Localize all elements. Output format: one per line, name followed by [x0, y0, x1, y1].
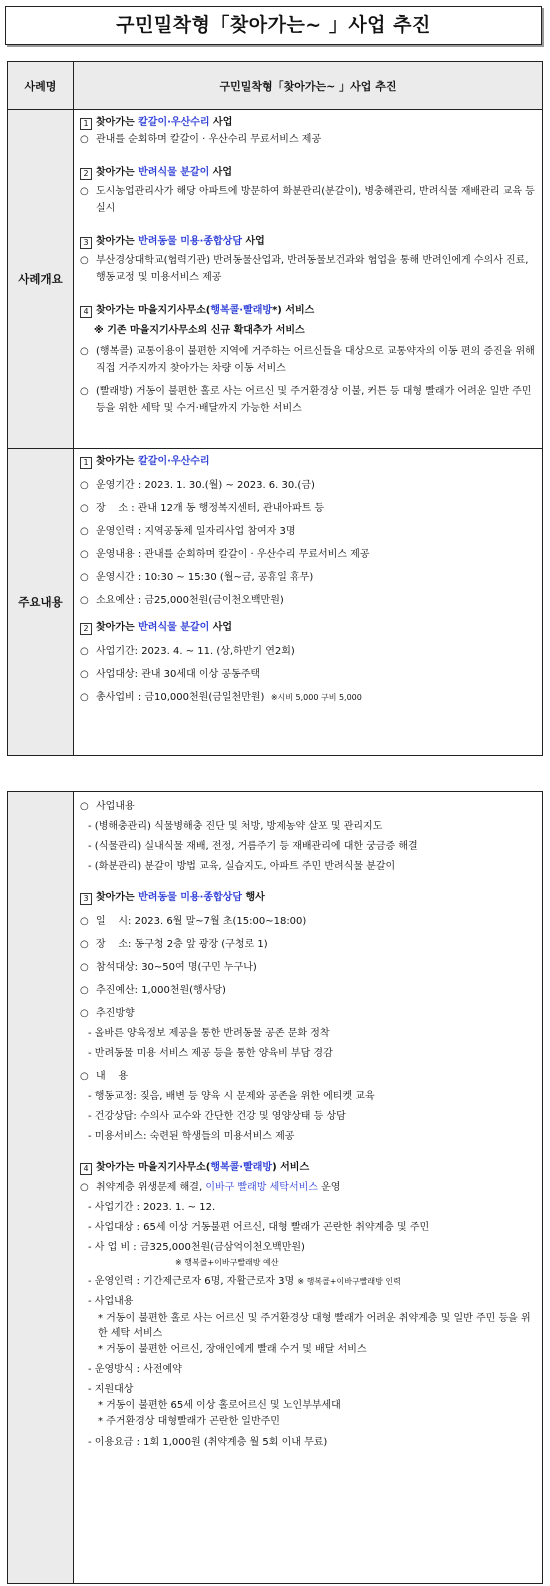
- direction-item: - 반려동물 미용 서비스 제공 등을 통한 양육비 부담 경감: [88, 1048, 333, 1059]
- main-s1-item: 운영내용 : 관내를 순회하며 칼갈이 · 우산수리 무료서비스 제공: [96, 549, 370, 560]
- s3-item: 일 시: 2023. 6월 말~7월 초(15:00~18:00): [96, 916, 307, 927]
- main-section-2-heading: 2 찾아가는 반려식물 분갈이 사업: [80, 621, 536, 635]
- s4-staff: - 운영인력 : 기간제근로자 6명, 자활근로자 3명 ※ 행복콜+이바구빨래방 인력: [88, 1276, 401, 1287]
- overview-section-2-heading: 2 찾아가는 반려식물 분갈이 사업: [80, 166, 536, 180]
- s4-biz-heading: - 사업내용: [88, 1296, 134, 1307]
- content-item: - 미용서비스: 숙련된 학생들의 미용서비스 제공: [88, 1131, 295, 1142]
- main-content-label: 주요내용: [8, 449, 74, 756]
- s4-support-heading: - 지원대상: [88, 1384, 134, 1395]
- overview-section-1-heading: 1 찾아가는 칼갈이·우산수리 사업: [80, 116, 536, 130]
- s4-budget-note: ※ 행복콜+이바구빨래방 예산: [175, 1258, 279, 1267]
- main-s1-item: 장 소 : 관내 12개 동 행정복지센터, 관내아파트 등: [96, 503, 325, 514]
- s4-line-1: 취약계층 위생문제 해결, 이바구 빨래방 세탁서비스 운영: [96, 1182, 341, 1193]
- s4-target: - 사업대상 : 65세 이상 거동불편 어르신, 대형 빨래가 곤란한 취약계층 및 주민: [88, 1222, 430, 1233]
- s3-item: 참석대상: 30~50여 명(구민 누구나): [96, 962, 257, 973]
- s3-item: 장 소: 동구청 2층 앞 광장 (구청로 1): [96, 939, 268, 950]
- content-heading: 내 용: [96, 1071, 129, 1082]
- overview-s3-line: 부산경상대학교(협력기관) 반려동물산업과, 반려동물보건과와 협업을 통해 반려인에게 수의사 진료, 행동교정 및 미용서비스 제공: [96, 255, 529, 283]
- section-3-heading: 3 찾아가는 반려동물 미용·종합상담 행사: [80, 891, 536, 905]
- overview-s4-note: ※ 기존 마을지기사무소의 신규 확대추가 서비스: [94, 325, 305, 336]
- s4-method: - 운영방식 : 사전예약: [88, 1364, 182, 1375]
- main-s2-item: 사업기간: 2023. 4. ~ 11. (상,하반기 연2회): [96, 646, 295, 657]
- s4-support-note: * 주거환경상 대형빨래가 곤란한 일반주민: [98, 1416, 280, 1427]
- main-s1-item: 운영기간 : 2023. 1. 30.(월) ~ 2023. 6. 30.(금): [96, 480, 315, 491]
- overview-label: 사례개요: [8, 110, 74, 449]
- overview-cell: 1 찾아가는 칼갈이·우산수리 사업 ○ 관내를 순회하며 칼갈이 · 우산수리 무료서비스 제공 2 찾아가는 반려식물 분갈이 사업 ○ 도시농업관리사가 해당 아파트에 방문하여 화분관리(분갈이), 병충해관리, 반려식물 재배관리 교육 등 실시 3 찾아가는 반려동물 미용·종합상담 사업 ○ 부산경상대학교(협력기관) 반려동물산업과, 반려동물보건과와 협업을 통해 반려인에게 수의사 진료, 행동교정 및 미용서비스 제공 4 찾아가는 마을지기사무소(행복콜·빨래방*) 서비스 ※ 기존 마을지기사무소의 신규 확대추가 서비스 ○ (행복콜) 교통이용이 불편한 지역에 거주하는 어르신들을 대상으로 교통약자의 이동 편의 증진을 위해 직접 거주지까지 찾아가는 차량 이동 서비스 ○ (빨래방) 거동이 불편한 홀로 사는 어르신 및 주거환경상 이불, 커튼 등 대형 빨래가 어려운 일반 주민 등을 위한 세탁 및 수거·배달까지 가능한 서비스: [74, 110, 543, 449]
- direction-item: - 올바른 양육정보 제공을 통한 반려동물 공존 문화 정착: [88, 1028, 330, 1039]
- direction-heading: 추진방향: [96, 1008, 135, 1019]
- content-item: - 건강상담: 수의사 교수와 간단한 건강 및 영양상태 등 상담: [88, 1111, 346, 1122]
- s4-staff-note: ※ 행복콜+이바구빨래방 인력: [297, 1277, 401, 1286]
- page-title: 구민밀착형「찾아가는~ 」사업 추진: [116, 14, 431, 36]
- page-title-box: [5, 6, 542, 45]
- s4-period: - 사업기간 : 2023. 1. ~ 12.: [88, 1202, 216, 1213]
- biz-item: - (화분관리) 분갈이 방법 교육, 실습지도, 아파트 주민 반려식물 분갈이: [88, 861, 396, 872]
- main-content-cell: 1 찾아가는 칼갈이·우산수리 ○ 운영기간 : 2023. 1. 30.(월) ~ 2023. 6. 30.(금) ○ 장 소 : 관내 12개 동 행정복지센터, 관내아파트 등 ○ 운영인력 : 지역공동체 일자리사업 참여자 3명 ○ 운영내용 : 관내를 순회하며 칼갈이 · 우산수리 무료서비스 제공 ○ 운영시간 : 10:30 ~ 15:30 (월~금, 공휴일 휴무) ○ 소요예산 : 금25,000천원(금이천오백만원) 2 찾아가는 반려식물 분갈이 사업 ○ 사업기간: 2023. 4. ~ 11. (상,하반기 연2회) ○ 사업대상: 관내 30세대 이상 공동주택 ○ 총사업비 : 금10,000천원(금일천만원) ※시비 5,000 구비 5,000: [74, 449, 543, 756]
- overview-section-3-heading: 3 찾아가는 반려동물 미용·종합상담 사업: [80, 235, 536, 249]
- s4-biz-note: * 거동이 불편한 어르신, 장애인에게 빨래 수거 및 배달 서비스: [98, 1344, 367, 1355]
- biz-content-heading: 사업내용: [96, 801, 135, 812]
- continuation-label: [8, 792, 74, 1584]
- continuation-table: [7, 791, 543, 1584]
- main-s2-item: 사업대상: 관내 30세대 이상 공동주택: [96, 669, 261, 680]
- overview-s1-line: 관내를 순회하며 칼갈이 · 우산수리 무료서비스 제공: [96, 134, 322, 145]
- section-4-heading: 4 찾아가는 마을지기사무소(행복콜·빨래방) 서비스: [80, 1161, 536, 1175]
- s3-item: 추진예산: 1,000천원(행사당): [96, 985, 226, 996]
- overview-s4-line-2: (빨래방) 거동이 불편한 홀로 사는 어르신 및 주거환경상 이불, 커튼 등 대형 빨래가 어려운 일반 주민 등을 위한 세탁 및 수거·배달까지 가능한 서비스: [96, 386, 532, 414]
- biz-item: - (식물관리) 실내식물 재배, 전정, 거름주기 등 재배관리에 대한 궁금증 해결: [88, 841, 418, 852]
- s4-biz-note: * 거동이 불편한 홀로 사는 어르신 및 주거환경상 대형 빨래가 어려운 취약계층 및 일반 주민 등을 위한 세탁 서비스: [98, 1313, 531, 1339]
- overview-s4-line-1: (행복콜) 교통이용이 불편한 지역에 거주하는 어르신들을 대상으로 교통약자의 이동 편의 증진을 위해 직접 거주지까지 찾아가는 차량 이동 서비스: [96, 346, 535, 374]
- biz-item: - (병해충관리) 식물병해충 진단 및 처방, 방제농약 살포 및 관리지도: [88, 821, 383, 832]
- overview-section-4-heading: 4 찾아가는 마을지기사무소(행복콜·빨래방*) 서비스: [80, 304, 536, 318]
- overview-s2-line: 도시농업관리사가 해당 아파트에 방문하여 화분관리(분갈이), 병충해관리, 반려식물 재배관리 교육 등 실시: [96, 186, 535, 214]
- s4-budget: - 사 업 비 : 금325,000천원(금삼억이천오백만원): [88, 1242, 305, 1253]
- continuation-cell: ○ 사업내용 - (병해충관리) 식물병해충 진단 및 처방, 방제농약 살포 및 관리지도 - (식물관리) 실내식물 재배, 전정, 거름주기 등 재배관리에 대한 궁금증 해결 - (화분관리) 분갈이 방법 교육, 실습지도, 아파트 주민 반려식물 분갈이 3 찾아가는 반려동물 미용·종합상담 행사 ○ 일 시: 2023. 6월 말~7월 초(15:00~18:00) ○ 장 소: 동구청 2층 앞 광장 (구청로 1) ○ 참석대상: 30~50여 명(구민 누구나) ○ 추진예산: 1,000천원(행사당) ○ 추진방향 - 올바른 양육정보 제공을 통한 반려동물 공존 문화 정착 - 반려동물 미용 서비스 제공 등을 통한 양육비 부담 경감 ○ 내 용 - 행동교정: 짖음, 배변 등 양육 시 문제와 공존을 위한 에티켓 교육 - 건강상담: 수의사 교수와 간단한 건강 및 영양상태 등 상담 - 미용서비스: 숙련된 학생들의 미용서비스 제공 4 찾아가는 마을지기사무소(행복콜·빨래방) 서비스 ○ 취약계층 위생문제 해결, 이바구 빨래방 세탁서비스 운영 - 사업기간 : 2023. 1. ~ 12. - 사업대상 : 65세 이상 거동불편 어르신, 대형 빨래가 곤란한 취약계층 및 주민 - 사 업 비 : 금325,000천원(금삼억이천오백만원) ※ 행복콜+이바구빨래방 예산 - 운영인력 : 기간제근로자 6명, 자활근로자 3명 ※ 행복콜+이바구빨래방 인력 - 사업내용 * 거동이 불편한 홀로 사는 어르신 및 주거환경상 대형 빨래가 어려운 취약계층 및 일반 주민 등을 위한 세탁 서비스 * 거동이 불편한 어르신, 장애인에게 빨래 수거 및 배달 서비스 - 운영방식 : 사전예약 - 지원대상 * 거동이 불편한 65세 이상 홀로어르신 및 노인부부세대 * 주거환경상 대형빨래가 곤란한 일반주민 - 이용요금 : 1회 1,000원 (취약계층 월 5회 이내 무료): [74, 792, 543, 1584]
- s4-support-note: * 거동이 불편한 65세 이상 홀로어르신 및 노인부부세대: [98, 1400, 341, 1411]
- main-section-1-heading: 1 찾아가는 칼갈이·우산수리: [80, 455, 536, 469]
- main-s2-budget: 총사업비 : 금10,000천원(금일천만원) ※시비 5,000 구비 5,000: [96, 692, 362, 703]
- content-item: - 행동교정: 짖음, 배변 등 양육 시 문제와 공존을 위한 에티켓 교육: [88, 1091, 375, 1102]
- main-s1-item: 운영인력 : 지역공동체 일자리사업 참여자 3명: [96, 526, 296, 537]
- s4-fee: - 이용요금 : 1회 1,000원 (취약계층 월 5회 이내 무료): [88, 1437, 328, 1448]
- main-s2-budget-note: ※시비 5,000 구비 5,000: [270, 693, 362, 702]
- case-name-label: 사례명: [8, 62, 74, 110]
- case-name-value: 구민밀착형「찾아가는~ 」사업 추진: [74, 62, 543, 110]
- main-s1-item: 소요예산 : 금25,000천원(금이천오백만원): [96, 595, 284, 606]
- case-table: [7, 61, 543, 756]
- main-s1-item: 운영시간 : 10:30 ~ 15:30 (월~금, 공휴일 휴무): [96, 572, 314, 583]
